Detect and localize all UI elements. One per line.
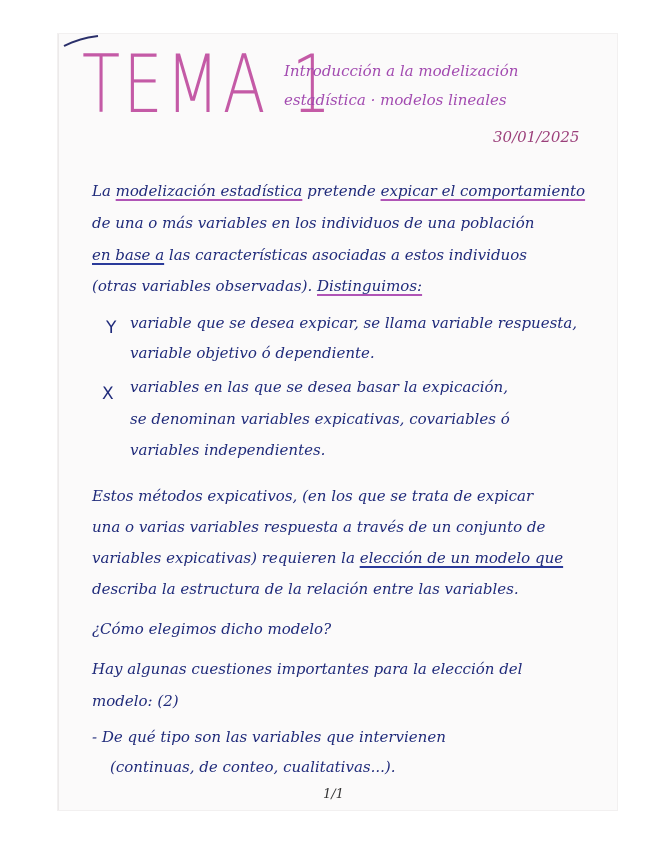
x-line-1: variables en las que se desea basar la expicación,	[130, 378, 508, 396]
x-line-3: variables independientes.	[130, 441, 326, 459]
highlight-explicar: expicar el comportamiento	[380, 182, 586, 200]
date: 30/01/2025	[493, 128, 580, 146]
page-number: 1/1	[323, 787, 344, 802]
y-line-1: variable que se desea expicar, se llama variable respuesta,	[130, 314, 578, 332]
x-variable-mark: X	[102, 384, 114, 404]
list-line-1: - De qué tipo son las variables que intervienen	[92, 728, 446, 746]
intro-line-3	[92, 246, 527, 264]
tema-title: TEMA 1	[82, 38, 335, 131]
highlight-en-base-a: en base a	[92, 246, 165, 264]
question-line: ¿Cómo elegimos dicho modelo?	[92, 620, 332, 638]
intro-text: las características asociadas a estos individuos	[164, 246, 527, 264]
intro-text: pretende	[302, 182, 381, 200]
intro-text: La	[92, 182, 116, 200]
highlight-distinguimos: Distinguimos:	[317, 277, 423, 295]
intro-line-2: de una o más variables en los individuos de una población	[92, 214, 535, 232]
intro-line-4	[92, 277, 422, 295]
title-subtitle-line2: estadística · modelos lineales	[284, 91, 507, 109]
para2-text: variables expicativas) requieren la	[92, 549, 360, 567]
para2-line-2: una o varias variables respuesta a través de un conjunto de	[92, 518, 546, 536]
y-line-2: variable objetivo ó dependiente.	[130, 344, 375, 362]
para3-line-1: Hay algunas cuestiones importantes para la elección del	[92, 660, 523, 678]
para2-line-4: describa la estructura de la relación entre las variables.	[92, 580, 519, 598]
para2-line-3	[92, 549, 563, 567]
highlight-modelizacion: modelización estadística	[115, 182, 303, 200]
intro-text: (otras variables observadas).	[92, 277, 317, 295]
highlight-eleccion-modelo: elección de un modelo que	[359, 549, 564, 567]
intro-line-1	[92, 182, 585, 200]
list-line-2: (continuas, de conteo, cualitativas...).	[110, 758, 396, 776]
x-line-2: se denominan variables expicativas, covariables ó	[130, 410, 510, 428]
title-subtitle-line1: Introducción a la modelización	[284, 62, 519, 80]
para2-line-1: Estos métodos expicativos, (en los que se trata de expicar	[92, 487, 534, 505]
para3-line-2: modelo: (2)	[92, 692, 179, 710]
y-variable-mark: Y	[106, 318, 117, 338]
